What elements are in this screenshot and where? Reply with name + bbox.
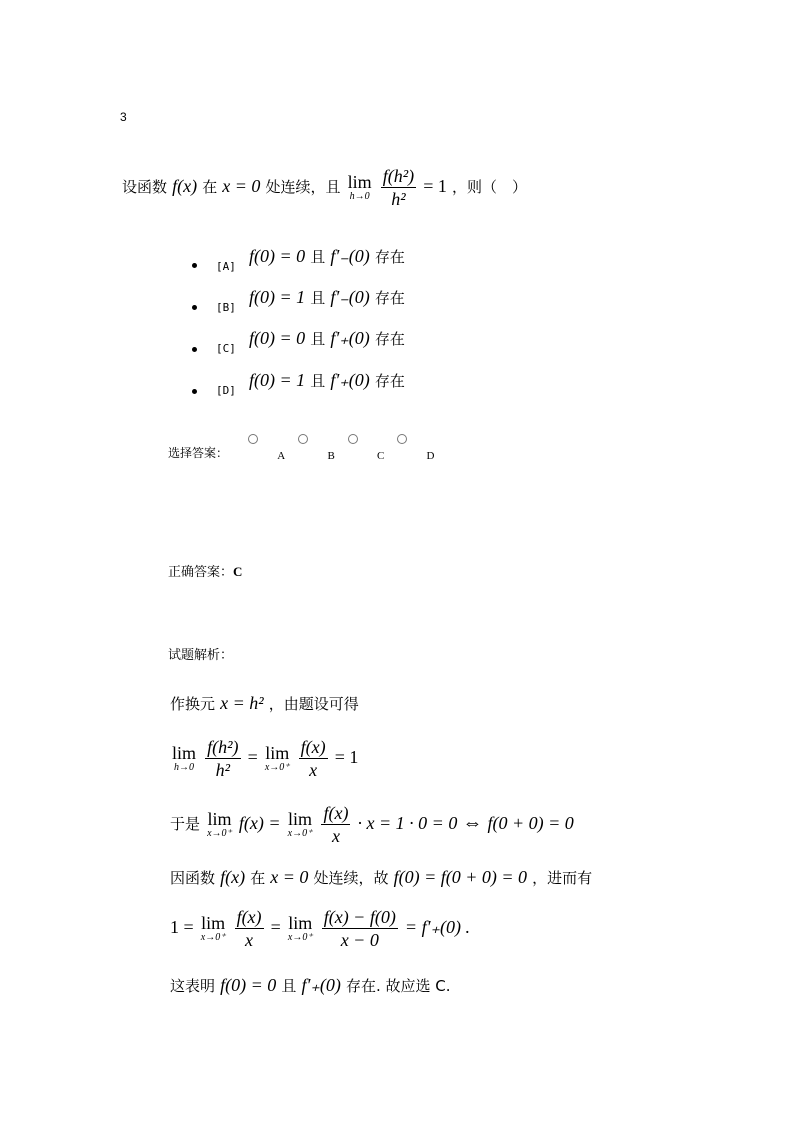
fraction-denominator: h²: [205, 758, 240, 781]
limit-word: lim: [172, 742, 197, 763]
radio-label-d: D: [426, 450, 435, 462]
line6-lead: 这表明: [170, 977, 216, 995]
limit-subscript: x→0⁺: [287, 827, 313, 839]
line5-limit-2: [288, 914, 313, 944]
analysis-heading: 试题解析：: [168, 648, 234, 663]
limit-subscript: h→0: [174, 761, 194, 773]
option-math2: f′₊(0): [330, 328, 370, 348]
fraction-numerator: f(x): [323, 803, 349, 823]
limit-subscript: x→0⁺: [200, 931, 226, 943]
line5-end: = f′₊(0) .: [404, 917, 470, 937]
equals-sign: =: [247, 747, 258, 767]
fraction-denominator: x: [321, 824, 350, 847]
option-label: [C]: [216, 342, 236, 355]
line5-fraction-2: [322, 906, 398, 951]
fraction-numerator: f(x): [300, 737, 326, 757]
bullet: [192, 263, 197, 268]
option-label: [D]: [216, 384, 236, 397]
line3-end: f(0 + 0) = 0: [487, 813, 574, 833]
line3-rest: · x = 1 · 0 = 0: [357, 813, 458, 833]
line3-fraction: [321, 802, 350, 847]
line1-text: 作换元: [170, 695, 216, 713]
limit-word: lim: [265, 742, 290, 763]
fraction-numerator: f(h²): [382, 166, 415, 186]
line6-math2: f′₊(0): [301, 975, 341, 995]
limit-word: lim: [288, 912, 313, 933]
equals-one: = 1: [334, 747, 359, 767]
bullet: [192, 389, 197, 394]
limit-subscript: x→0⁺: [264, 761, 290, 773]
option-math1: f(0) = 1: [248, 370, 306, 390]
line2-limit-2: [265, 744, 290, 774]
limit-word: lim: [207, 808, 232, 829]
option-label: [A]: [216, 260, 236, 273]
question-prefix: 设函数: [122, 178, 168, 196]
option-mid: 且: [310, 330, 326, 348]
fraction-numerator: f(x) − f(0): [323, 907, 396, 927]
line4-text-3: ，进而有: [532, 869, 593, 887]
option-mid: 且: [310, 372, 326, 390]
option-tail: 存在: [374, 330, 405, 348]
select-answer-label: 选择答案：: [168, 446, 229, 460]
radio-d[interactable]: [397, 434, 407, 444]
line2-fraction-2: [299, 736, 328, 781]
option-math2: f′₋(0): [330, 287, 370, 307]
line2-fraction-1: [205, 736, 240, 781]
fraction-numerator: f(h²): [207, 737, 239, 757]
fraction-denominator: x − 0: [322, 928, 398, 951]
limit-word: lim: [347, 171, 372, 192]
question-fraction: [381, 165, 416, 210]
option-math1: f(0) = 0: [248, 246, 306, 266]
line5-fraction-1: [235, 906, 264, 951]
fraction-denominator: x: [235, 928, 264, 951]
fraction-denominator: h²: [381, 187, 416, 210]
option-math1: f(0) = 0: [248, 328, 306, 348]
radio-label-b: B: [327, 450, 335, 462]
option-math2: f′₊(0): [330, 370, 370, 390]
question-limit: [348, 173, 372, 203]
line6-math1: f(0) = 0: [220, 975, 277, 995]
question-mid1: 在: [202, 178, 218, 196]
limit-subscript: x→0⁺: [207, 827, 232, 839]
radio-b[interactable]: [298, 434, 308, 444]
select-answer-row: [168, 434, 442, 462]
correct-answer-value: C: [233, 564, 243, 579]
fraction-numerator: f(x): [236, 907, 262, 927]
option-label: [B]: [216, 301, 236, 314]
line6-mid: 且: [281, 977, 297, 995]
line4-fx: f(x): [220, 867, 246, 887]
line4-condition: x = 0: [270, 867, 309, 887]
option-math2: f′₋(0): [330, 246, 370, 266]
limit-subscript: h→0: [349, 190, 370, 202]
limit-word: lim: [201, 912, 226, 933]
question-stem: [122, 165, 527, 210]
equals-sign: =: [270, 917, 281, 937]
line3-lead: 于是: [170, 815, 201, 833]
analysis-line-4: [170, 867, 592, 888]
analysis-line-3: [170, 802, 574, 847]
analysis-line-1: [170, 693, 359, 714]
radio-a[interactable]: [248, 434, 258, 444]
radio-label-a: A: [277, 450, 286, 462]
double-arrow-icon: ⇔: [462, 812, 483, 834]
question-equals: = 1: [423, 176, 447, 196]
line1-tail: ，由题设可得: [268, 695, 359, 713]
line2-limit-1: [172, 744, 196, 774]
line4-math: f(0) = f(0 + 0) = 0: [393, 867, 528, 887]
analysis-line-2: [170, 736, 358, 781]
limit-subscript: x→0⁺: [287, 931, 313, 943]
line3-limit-1: [207, 810, 232, 840]
line5-limit-1: [201, 914, 226, 944]
option-tail: 存在: [374, 289, 405, 307]
line3-limit-2: [288, 810, 313, 840]
line1-math: x = h²: [220, 693, 264, 713]
question-condition: x = 0: [222, 176, 261, 196]
limit-word: lim: [287, 808, 312, 829]
line5-start: 1 =: [170, 917, 194, 937]
line6-tail: 存在. 故应选 C.: [345, 977, 451, 995]
correct-answer: [168, 561, 242, 580]
bullet: [192, 305, 197, 310]
line4-lead: 因函数: [170, 869, 216, 887]
question-function: f(x): [172, 176, 198, 196]
bullet: [192, 347, 197, 352]
correct-answer-label: 正确答案：: [168, 565, 234, 580]
option-tail: 存在: [374, 248, 405, 266]
fraction-denominator: x: [299, 758, 328, 781]
option-math1: f(0) = 1: [248, 287, 306, 307]
line4-text-2: 处连续，故: [313, 869, 389, 887]
option-mid: 且: [310, 289, 326, 307]
option-mid: 且: [310, 248, 326, 266]
line4-text-1: 在: [250, 869, 266, 887]
analysis-line-6: [170, 975, 451, 996]
question-tail: ，则（ ）: [451, 178, 527, 196]
radio-c[interactable]: [348, 434, 358, 444]
radio-label-c: C: [376, 450, 385, 462]
analysis-line-5: [170, 906, 470, 951]
page-number: 3: [120, 110, 127, 124]
line3-fx: f(x) =: [238, 813, 281, 833]
question-mid2: 处连续，且: [265, 178, 341, 196]
option-tail: 存在: [374, 372, 405, 390]
